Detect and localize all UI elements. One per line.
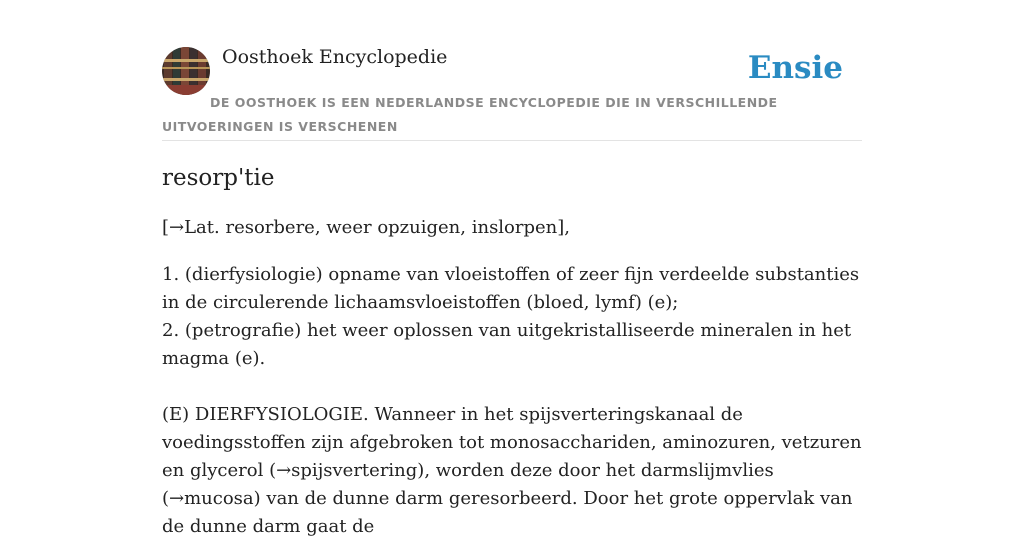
entry-etymology: [→Lat. resorbere, weer opzuigen, inslorpen],	[162, 217, 571, 238]
book-spines-icon[interactable]	[162, 47, 210, 95]
site-name-link[interactable]: Oosthoek Encyclopedie	[222, 46, 448, 68]
site-tagline: DE OOSTHOEK IS EEN NEDERLANDSE ENCYCLOPEDIE DIE IN VERSCHILLENDE UITVOERINGEN IS VERSCHENEN	[162, 95, 778, 134]
definition-2: 2. (petrografie) het weer oplossen van uitgekristalliseerde mineralen in het magma (e).	[162, 320, 852, 369]
entry-body-text: (E) DIERFYSIOLOGIE. Wanneer in het spijsverteringskanaal de voedingsstoffen zijn afgebroken tot monosacchariden, aminozuren, vetzuren en glycerol (→spijsvertering), worden deze door het darmslijmvlies (→mucosa) van de dunne darm geresorbeerd. Door het grote oppervlak van de dunne darm gaat de	[162, 404, 862, 537]
brand-logo-link[interactable]: Ensie	[747, 50, 843, 86]
definition-1: 1. (dierfysiologie) opname van vloeistoffen of zeer fijn verdeelde substanties in de circulerende lichaamsvloeistoffen (bloed, lymf) (e);	[162, 264, 860, 313]
entry-title: resorp'tie	[162, 165, 275, 191]
entry-definition	[162, 261, 862, 541]
entry-content	[162, 160, 862, 541]
site-header	[162, 0, 862, 141]
paragraph-spacer	[162, 373, 862, 401]
